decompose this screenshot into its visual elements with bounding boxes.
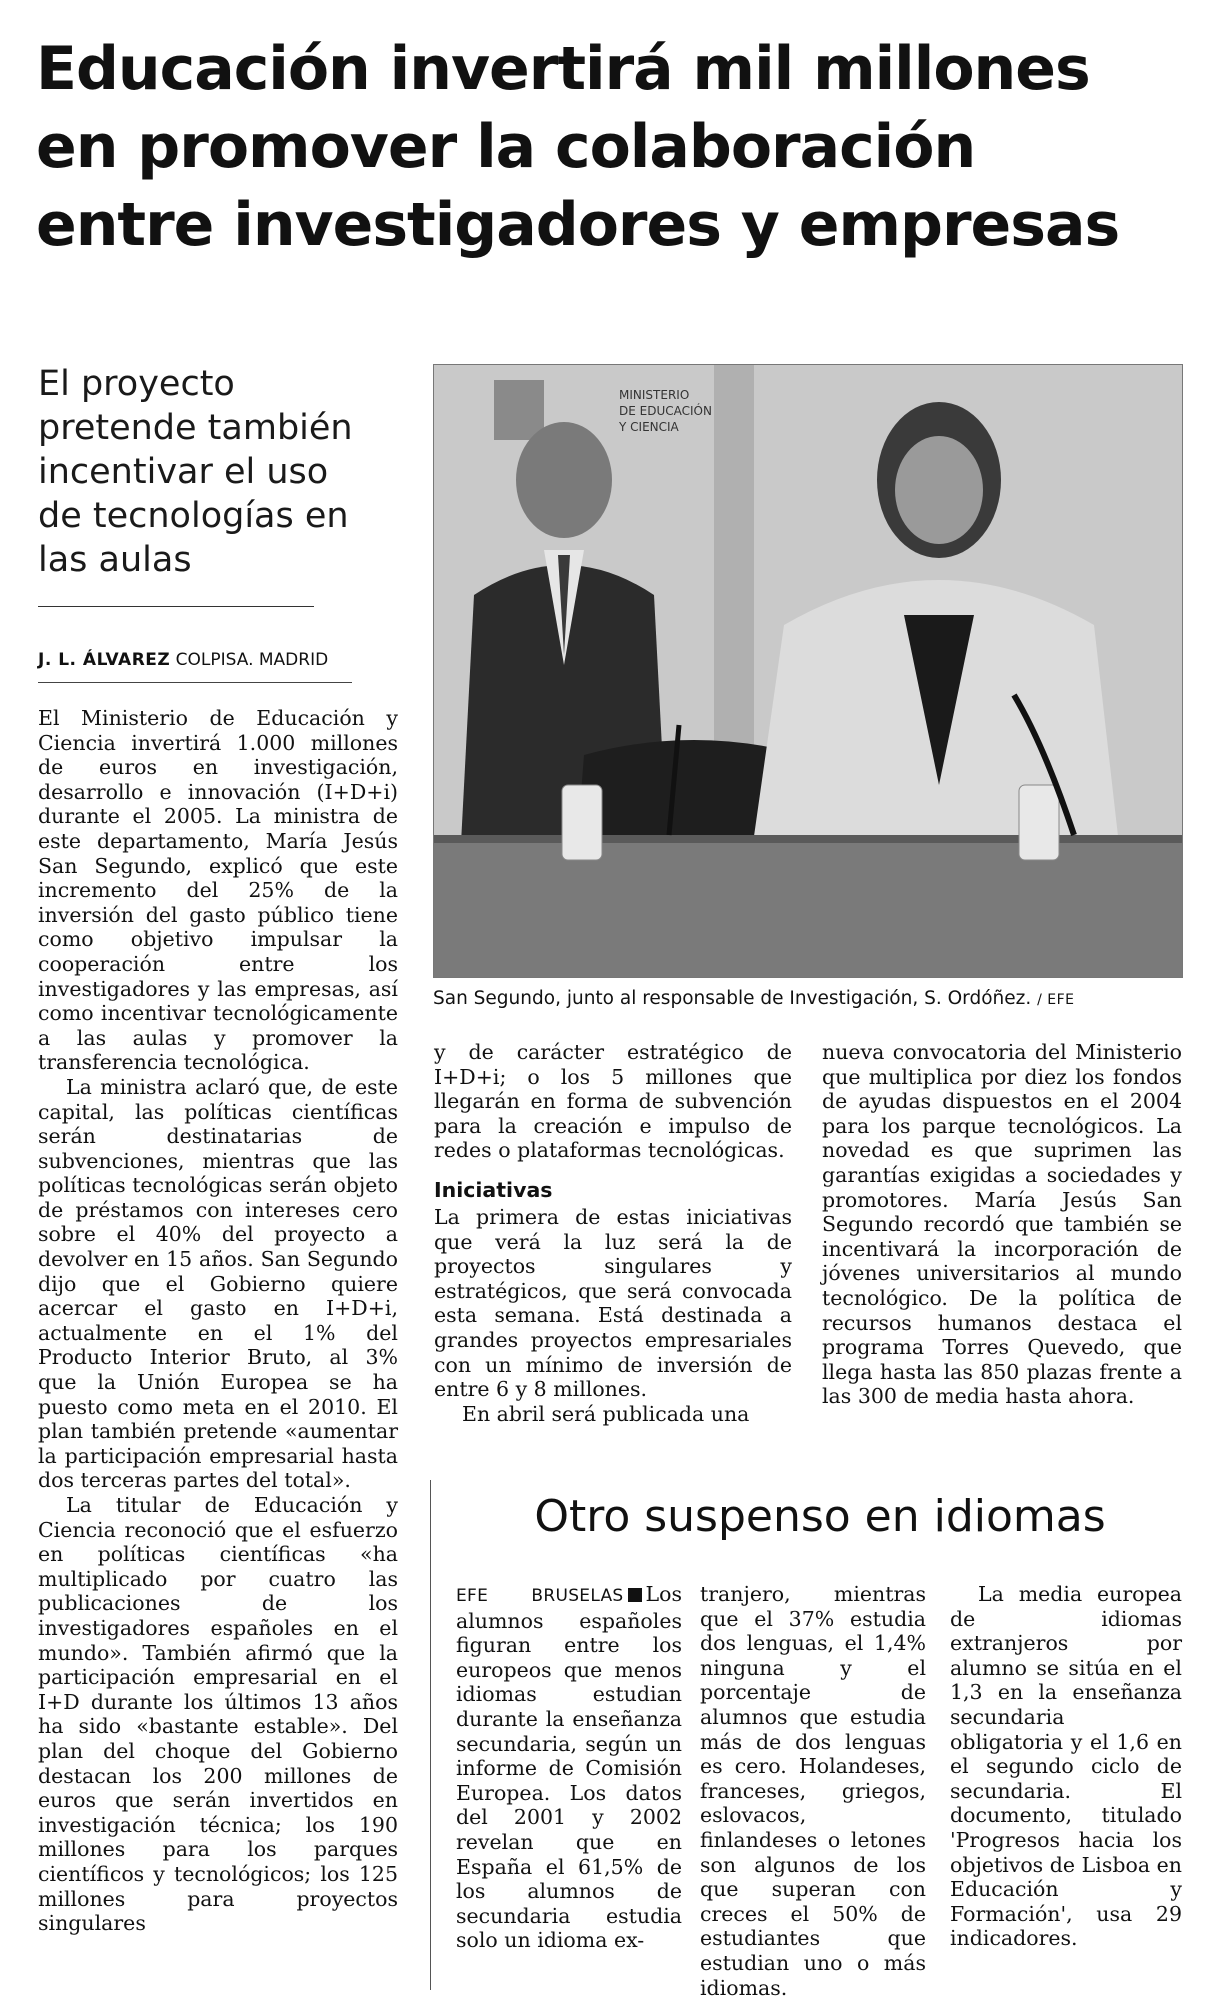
article-paragraph: La primera de estas iniciativas que verá la luz será la de proyectos singulares y estratégicos, que será convocada esta semana. Está destinada a grandes proyectos empresariales con un mínimo de inversión de entre 6 y 8 millones. [434, 1204, 792, 1402]
sidebar-title: Otro suspenso en idiomas [534, 1491, 1106, 1542]
article-column-1 [38, 706, 398, 1936]
photo-caption [433, 988, 1193, 1009]
sidebar-paragraph [456, 1582, 682, 1953]
sidebar-column-3 [950, 1582, 1182, 1951]
article-subhead: Iniciativas [434, 1177, 553, 1202]
byline [38, 650, 378, 670]
article-paragraph: En abril será publicada una [462, 1401, 750, 1426]
article-paragraph: La ministra aclaró que, de este capital, las políticas científicas serán destinatarias de subvenciones, mientras que las políticas tecnológicas serán objeto de préstamos con intereses cero sobre el 40% del proyecto a devolver en 15 años. San Segundo dijo que el Gobierno quiere acercar el gasto en I+D+i, actualmente en el 1% del Producto Interior Bruto, al 3% que la Unión Europea se ha puesto como meta en el 2010. El plan también pretende «aumentar la participación empresarial hasta dos terceras partes del total». [38, 1074, 398, 1493]
sidebar-paragraph: La media europea de idiomas extranjeros por alumno se sitúa en el 1,3 en la enseñanza secundaria obligatoria y el 1,6 en el segundo ciclo de secundaria. El documento, titulado 'Progresos hacia los objetivos de Lisboa en Educación y Formación', usa 29 indicadores. [950, 1582, 1182, 1951]
article-column-2 [434, 1040, 792, 1426]
byline-agency: COLPISA. MADRID [175, 650, 329, 670]
sidebar-text: Los alumnos españoles figuran entre los europeos que menos idiomas estudian durante la enseñanza secundaria, según un informe de Comisión Europea. Los datos del 2001 y 2002 revelan que en España el 61,5% de los alumnos de secundaria estudia solo un idioma ex- [456, 1582, 682, 1953]
sign-line: MINISTERIO [619, 388, 690, 402]
byline-author: J. L. ÁLVAREZ [38, 650, 171, 670]
subheadline-deck [38, 362, 398, 582]
sidebar-column-2 [700, 1582, 926, 2000]
deck-line: pretende también [38, 408, 353, 448]
sidebar-dateline: EFE BRUSELAS [456, 1586, 624, 1606]
deck-line: El proyecto [38, 364, 235, 404]
article-paragraph: nueva convocatoria del Ministerio que multiplica por diez los fondos de ayudas dispuestos en el 2004 para los parque tecnológicos. La novedad es que suprimen las garantías exigidas a sociedades y promotores. María Jesús San Segundo recordó que también se incentivará la incorporación de jóvenes universitarios al mundo tecnológico. De la política de recursos humanos destaca el programa Torres Quevedo, que llega hasta las 850 plazas frente a las 300 de media hasta ahora. [822, 1040, 1182, 1409]
headline-line: entre investigadores y empresas [36, 190, 1120, 260]
caption-credit: / EFE [1037, 992, 1075, 1008]
sign-line: Y CIENCIA [619, 420, 679, 434]
sidebar-divider [430, 1480, 431, 1990]
caption-text: San Segundo, junto al responsable de Investigación, S. Ordóñez. [433, 988, 1032, 1009]
photo-illustration [434, 365, 1182, 977]
sidebar-column-1 [456, 1582, 682, 1953]
article-paragraph: La titular de Educación y Ciencia reconoció que el esfuerzo en políticas científicas «ha multiplicado por cuatro las publicaciones de los investigadores españoles en el mundo». También afirmó que la participación empresarial en el I+D durante los últimos 13 años ha sido «bastante estable». Del plan del choque del Gobierno destacan los 200 millones de euros que serán invertidos en investigación técnica; los 190 millones para los parques científicos y tecnológicos; los 125 millones para proyectos singulares [38, 1493, 398, 1936]
article-column-3 [822, 1040, 1182, 1409]
headline-line: en promover la colaboración [36, 112, 976, 182]
article-paragraph: El Ministerio de Educación y Ciencia invertirá 1.000 millones de euros en investigación, desarrollo e innovación (I+D+i) durante el 2005. La ministra de este departamento, María Jesús San Segundo, explicó que este incremento del 25% de la inversión del gasto público tiene como objetivo impulsar la cooperación entre los investigadores y las empresas, así como incentivar tecnológicamente a las aulas y promover la transferencia tecnológica. [38, 706, 398, 1075]
square-bullet-icon [628, 1588, 642, 1602]
deck-divider [38, 606, 314, 607]
headline [36, 30, 1186, 264]
headline-line: Educación invertirá mil millones [36, 34, 1090, 104]
byline-divider [38, 682, 352, 683]
article-paragraph: y de carácter estratégico de I+D+i; o los 5 millones que llegarán en forma de subvención para la creación e impulso de redes o plataformas tecnológicas. [434, 1040, 792, 1163]
sidebar-paragraph: tranjero, mientras que el 37% estudia dos lenguas, el 1,4% ninguna y el porcentaje de alumnos que estudia más de dos lenguas es cero. Holandeses, franceses, griegos, eslovacos, finlandeses o letones son algunos de los que superan con creces el 50% de estudiantes que estudian uno o más idiomas. [700, 1582, 926, 2000]
deck-line: las aulas [38, 540, 192, 580]
deck-line: incentivar el uso [38, 452, 329, 492]
sign-line: DE EDUCACIÓN [619, 404, 712, 418]
news-photo [433, 364, 1183, 978]
deck-line: de tecnologías en [38, 496, 349, 536]
